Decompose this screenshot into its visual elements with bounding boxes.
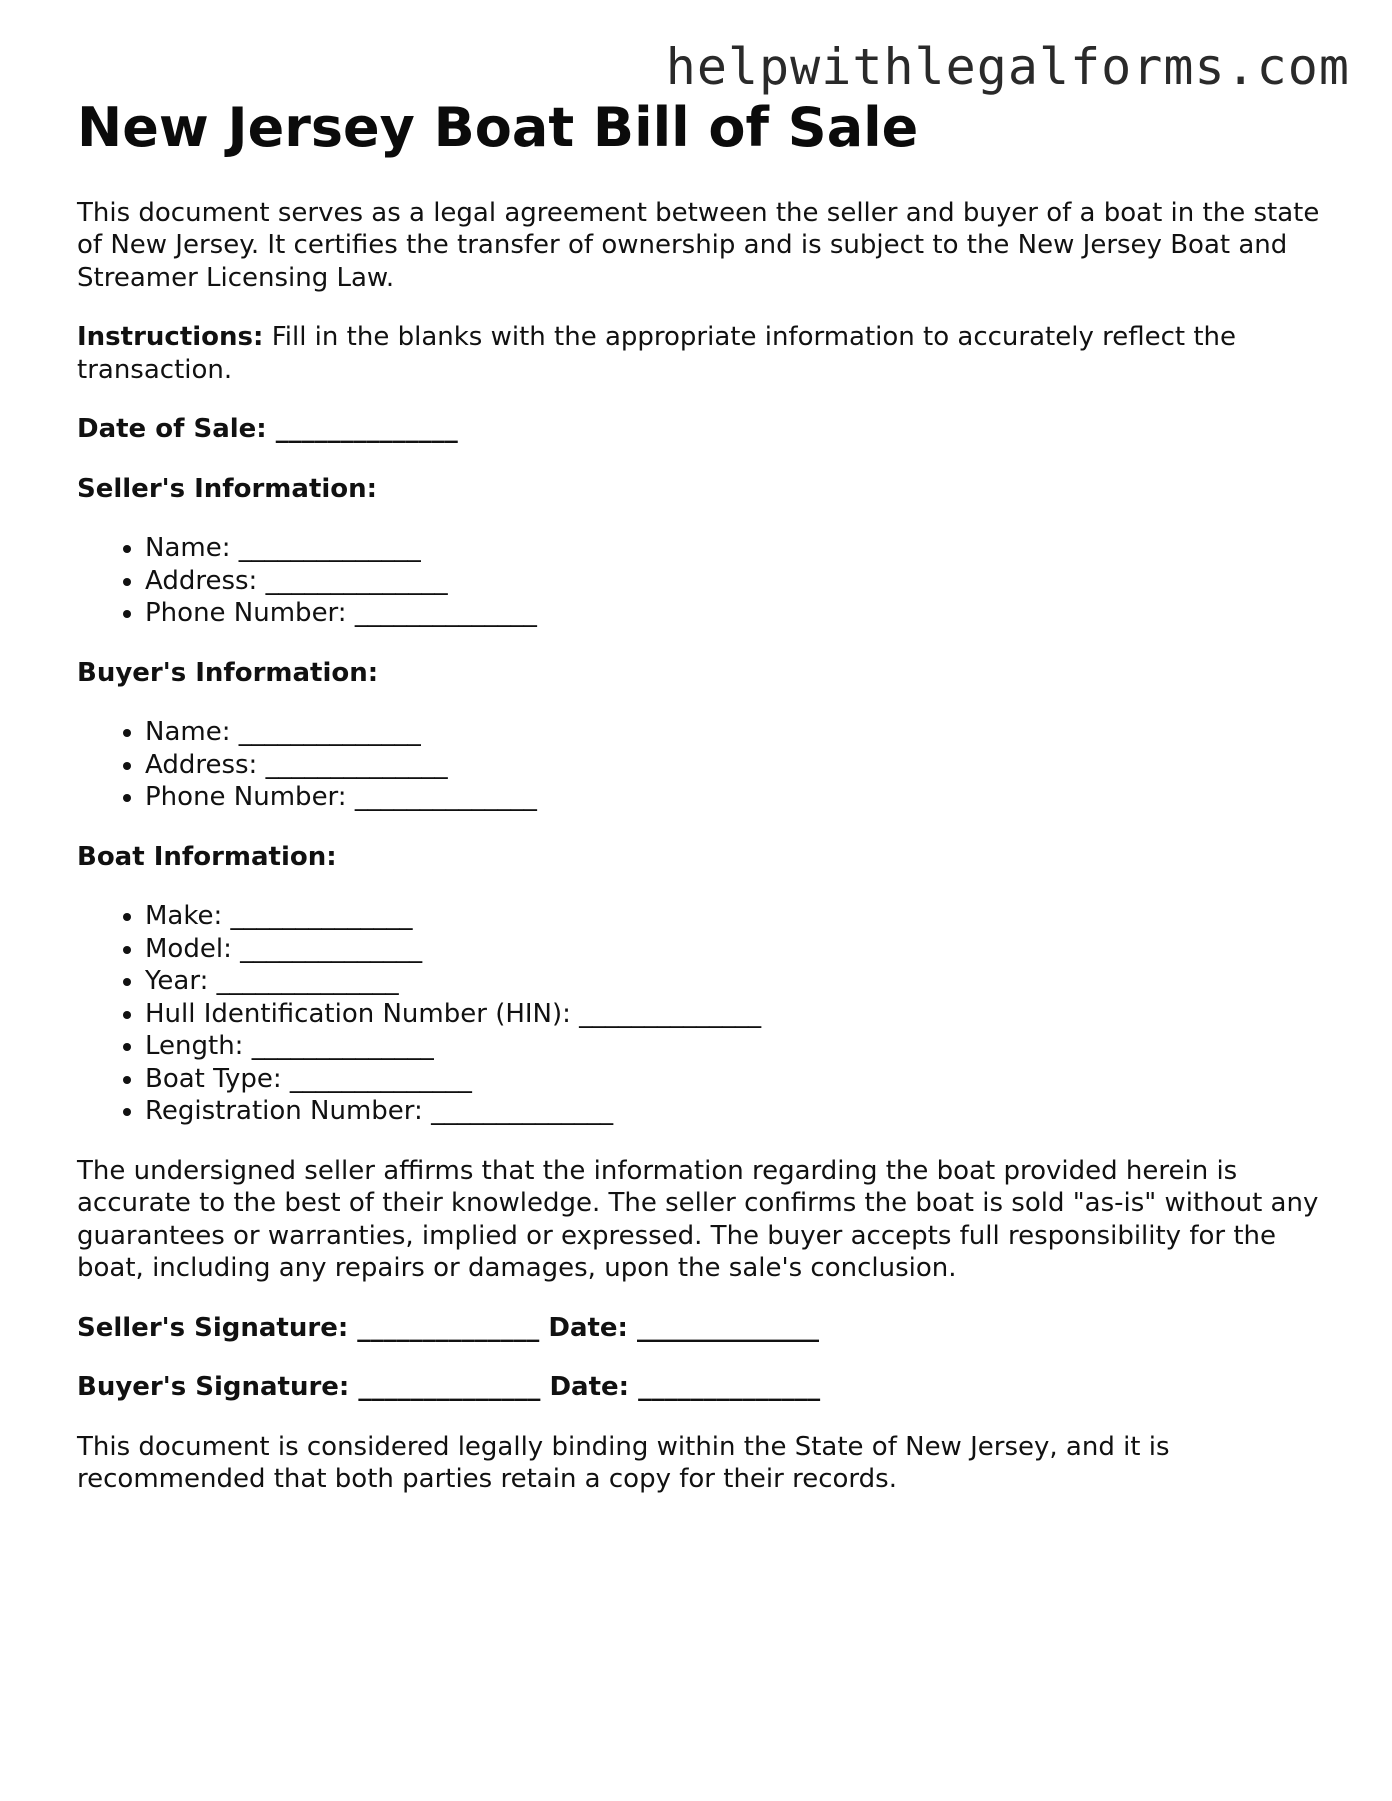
boat-type-label: Boat Type: xyxy=(145,1063,282,1094)
boat-registration-label: Registration Number: xyxy=(145,1096,423,1127)
boat-info-heading: Boat Information: xyxy=(77,841,337,872)
seller-signature-blank[interactable]: ______________ xyxy=(357,1312,540,1343)
date-of-sale-label: Date of Sale: xyxy=(77,414,267,445)
boat-year-label: Year: xyxy=(145,966,209,997)
seller-phone-label: Phone Number: xyxy=(145,598,347,629)
boat-registration-item xyxy=(145,1095,1327,1128)
boat-type-blank[interactable]: ______________ xyxy=(289,1063,472,1094)
boat-year-blank[interactable]: ______________ xyxy=(216,966,399,997)
buyer-address-label: Address: xyxy=(145,749,258,780)
boat-model-blank[interactable]: ______________ xyxy=(240,933,423,964)
buyer-phone-blank[interactable]: ______________ xyxy=(354,782,537,813)
buyer-name-label: Name: xyxy=(145,717,231,748)
buyer-address-item xyxy=(145,749,1327,782)
boat-type-item xyxy=(145,1063,1327,1096)
boat-make-blank[interactable]: ______________ xyxy=(230,901,413,932)
document-title: New Jersey Boat Bill of Sale xyxy=(77,96,919,159)
seller-phone-item xyxy=(145,597,1327,630)
seller-address-label: Address: xyxy=(145,565,258,596)
boat-year-item xyxy=(145,965,1327,998)
affirmation-paragraph: The undersigned seller affirms that the information regarding the boat provided herein is accurate to the best of their knowledge. The seller confirms the boat is sold "as-is" without any guarantees or warranties, implied or expressed. The buyer accepts full responsibility for the boat, including any repairs or damages, upon the sale's conclusion. xyxy=(77,1155,1319,1284)
seller-signature-line xyxy=(77,1312,1327,1345)
boat-model-item xyxy=(145,933,1327,966)
boat-length-item xyxy=(145,1030,1327,1063)
buyer-signature-blank[interactable]: ______________ xyxy=(358,1372,541,1403)
buyer-address-blank[interactable]: ______________ xyxy=(265,749,448,780)
site-watermark: helpwithlegalforms.com xyxy=(665,38,1350,96)
seller-info-heading: Seller's Information: xyxy=(77,473,378,504)
seller-date-label: Date: xyxy=(548,1312,628,1343)
seller-phone-blank[interactable]: ______________ xyxy=(354,598,537,629)
seller-info-list xyxy=(77,532,1327,630)
seller-name-blank[interactable]: ______________ xyxy=(238,533,421,564)
instructions-label: Instructions: xyxy=(77,322,264,353)
buyer-date-blank[interactable]: ______________ xyxy=(638,1372,821,1403)
boat-model-label: Model: xyxy=(145,933,232,964)
boat-length-blank[interactable]: ______________ xyxy=(251,1031,434,1062)
instructions-paragraph xyxy=(77,321,1327,386)
buyer-signature-label: Buyer's Signature: xyxy=(77,1372,350,1403)
seller-address-item xyxy=(145,565,1327,598)
boat-info-list xyxy=(77,900,1327,1128)
buyer-info-list xyxy=(77,716,1327,814)
boat-length-label: Length: xyxy=(145,1031,244,1062)
buyer-phone-label: Phone Number: xyxy=(145,782,347,813)
document-body xyxy=(77,96,1327,1496)
boat-registration-blank[interactable]: ______________ xyxy=(431,1096,614,1127)
seller-name-label: Name: xyxy=(145,533,231,564)
buyer-date-label: Date: xyxy=(549,1372,630,1403)
boat-make-item xyxy=(145,900,1327,933)
boat-hin-label: Hull Identification Number (HIN): xyxy=(145,998,571,1029)
buyer-phone-item xyxy=(145,781,1327,814)
buyer-signature-line xyxy=(77,1371,1327,1404)
boat-make-label: Make: xyxy=(145,901,223,932)
intro-paragraph: This document serves as a legal agreement between the seller and buyer of a boat in the state of New Jersey. It certifies the transfer of ownership and is subject to the New Jersey Boat and Streamer Licensing Law. xyxy=(77,197,1320,293)
boat-hin-blank[interactable]: ______________ xyxy=(579,998,762,1029)
seller-name-item xyxy=(145,532,1327,565)
buyer-name-item xyxy=(145,716,1327,749)
seller-date-blank[interactable]: ______________ xyxy=(637,1312,820,1343)
buyer-info-heading: Buyer's Information: xyxy=(77,657,379,688)
date-of-sale-line xyxy=(77,413,1327,446)
closing-paragraph: This document is considered legally binding within the State of New Jersey, and it is recommended that both parties retain a copy for their records. xyxy=(77,1431,1170,1495)
boat-hin-item xyxy=(145,998,1327,1031)
instructions-text: Fill in the blanks with the appropriate information to accurately reflect the transaction. xyxy=(77,322,1237,385)
date-of-sale-blank[interactable]: ______________ xyxy=(275,414,458,445)
buyer-name-blank[interactable]: ______________ xyxy=(238,717,421,748)
seller-address-blank[interactable]: ______________ xyxy=(265,565,448,596)
seller-signature-label: Seller's Signature: xyxy=(77,1312,349,1343)
